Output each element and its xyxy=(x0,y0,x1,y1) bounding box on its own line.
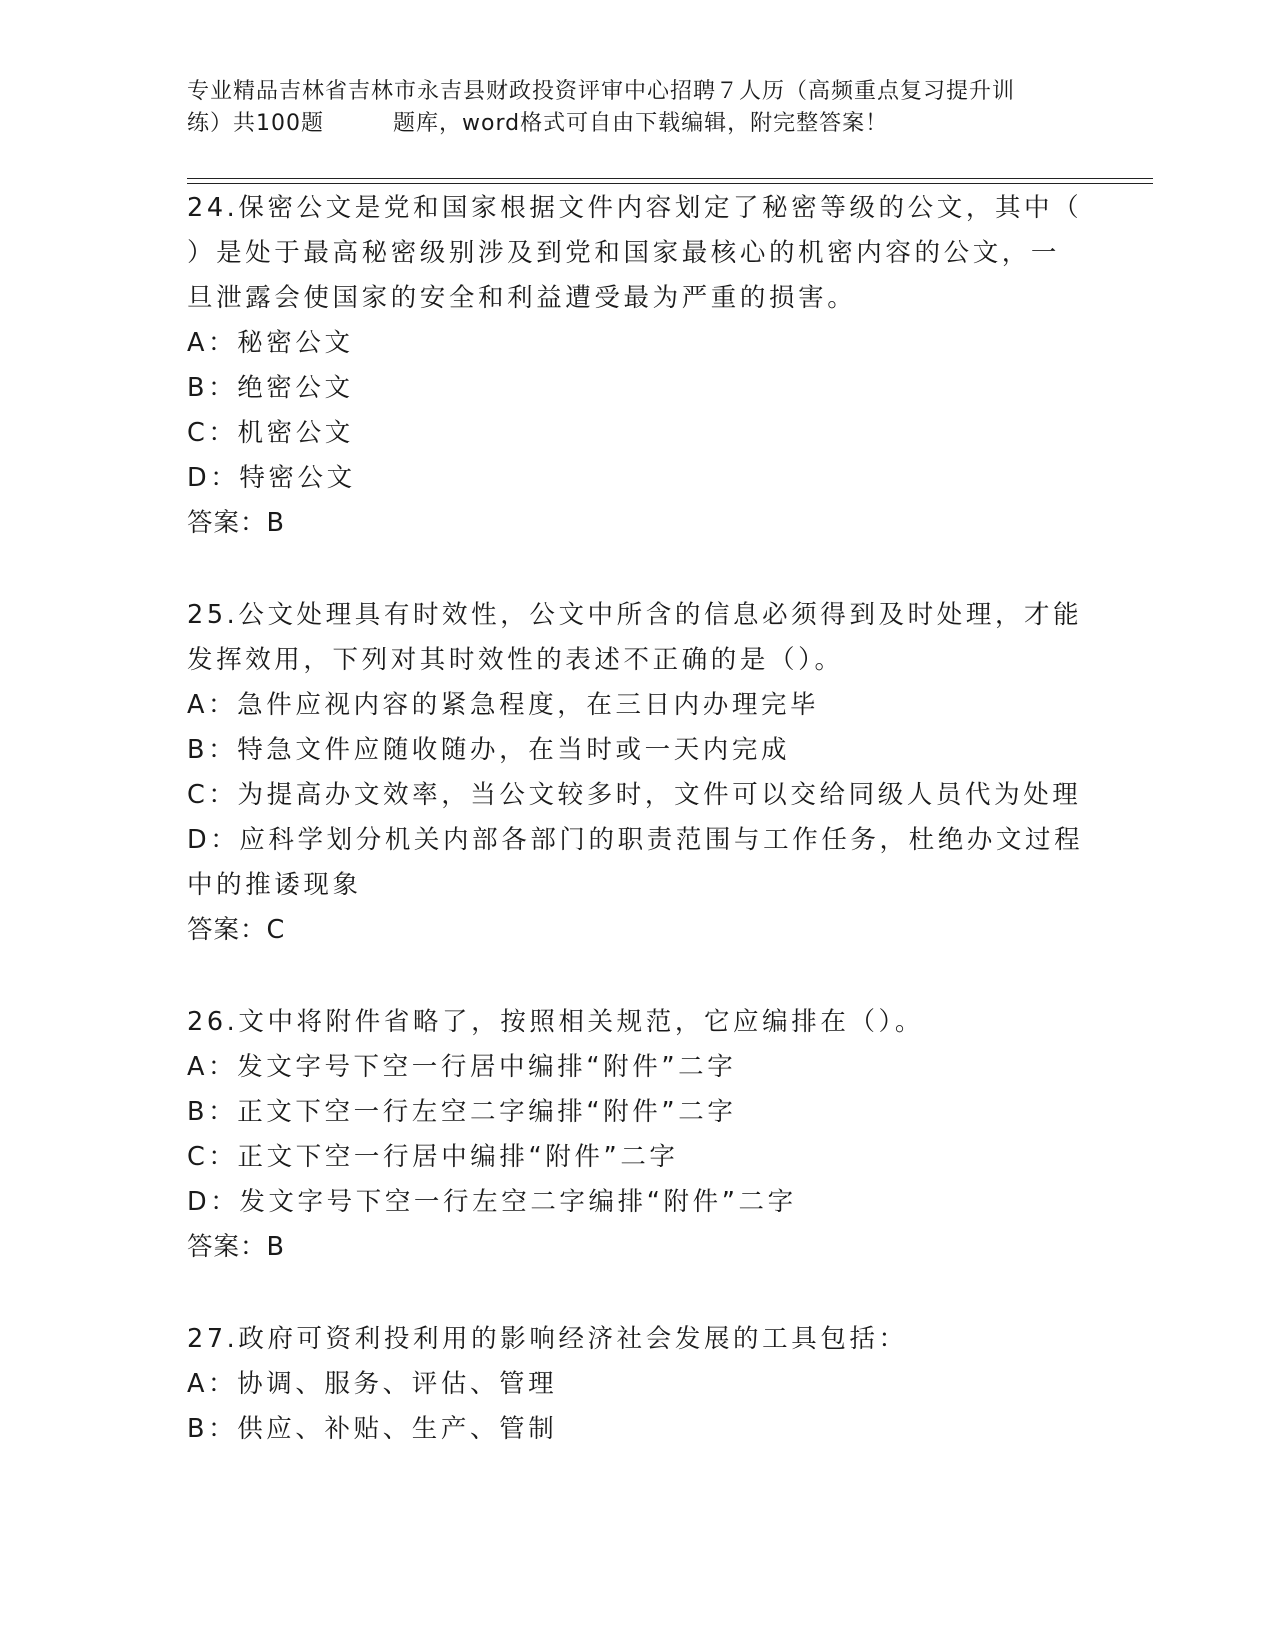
option-b: B：供应、补贴、生产、管制 xyxy=(187,1414,558,1444)
answer-label: 答案：C xyxy=(187,915,286,945)
question-item xyxy=(187,593,1087,953)
option-b: B：绝密公文 xyxy=(187,373,354,403)
header-line-1: 专业精品吉林省吉林市永吉县财政投资评审中心招聘７人历（高频重点复习提升训 xyxy=(187,79,1016,104)
page-header xyxy=(187,76,1087,140)
answer-label: 答案：B xyxy=(187,1232,285,1262)
option-d: D：特密公文 xyxy=(187,463,356,493)
question-item xyxy=(187,1000,1087,1270)
question-stem-line: 旦泄露会使国家的安全和利益遭受最为严重的损害。 xyxy=(187,283,857,313)
question-stem-line: 25.公文处理具有时效性，公文中所含的信息必须得到及时处理，才能 xyxy=(187,600,1083,630)
option-b: B：正文下空一行左空二字编排“附件”二字 xyxy=(187,1097,737,1127)
option-a: A：发文字号下空一行居中编排“附件”二字 xyxy=(187,1052,737,1082)
option-a: A：协调、服务、评估、管理 xyxy=(187,1369,558,1399)
question-stem-line: ）是处于最高秘密级别涉及到党和国家最核心的机密内容的公文，一 xyxy=(187,238,1061,268)
answer-label: 答案：B xyxy=(187,508,285,538)
option-c: C：为提高办文效率，当公文较多时，文件可以交给同级人员代为处理 xyxy=(187,780,1082,810)
option-a: A：急件应视内容的紧急程度，在三日内办理完毕 xyxy=(187,690,820,720)
option-d: D：发文字号下空一行左空二字编排“附件”二字 xyxy=(187,1187,797,1217)
option-b: B：特急文件应随收随办，在当时或一天内完成 xyxy=(187,735,791,765)
header-line-2: 练）共100题 题库，word格式可自由下载编辑，附完整答案！ xyxy=(187,111,889,136)
question-stem-line: 发挥效用，下列对其时效性的表述不正确的是（）。 xyxy=(187,645,844,675)
option-d: D：应科学划分机关内部各部门的职责范围与工作任务，杜绝办文过程 xyxy=(187,825,1084,855)
option-c: C：机密公文 xyxy=(187,418,354,448)
question-item xyxy=(187,1317,1087,1452)
question-item xyxy=(187,186,1087,546)
option-c: C：正文下空一行居中编排“附件”二字 xyxy=(187,1142,679,1172)
question-stem-line: 24.保密公文是党和国家根据文件内容划定了秘密等级的公文，其中（ xyxy=(187,193,1083,223)
question-list xyxy=(187,186,1087,1499)
question-stem-line: 27.政府可资利投利用的影响经济社会发展的工具包括： xyxy=(187,1324,908,1354)
option-d-continuation: 中的推诿现象 xyxy=(187,870,362,900)
option-a: A：秘密公文 xyxy=(187,328,354,358)
question-stem-line: 26.文中将附件省略了，按照相关规范，它应编排在（）。 xyxy=(187,1007,925,1037)
header-divider-top xyxy=(187,178,1153,179)
header-divider-bottom xyxy=(187,183,1153,184)
